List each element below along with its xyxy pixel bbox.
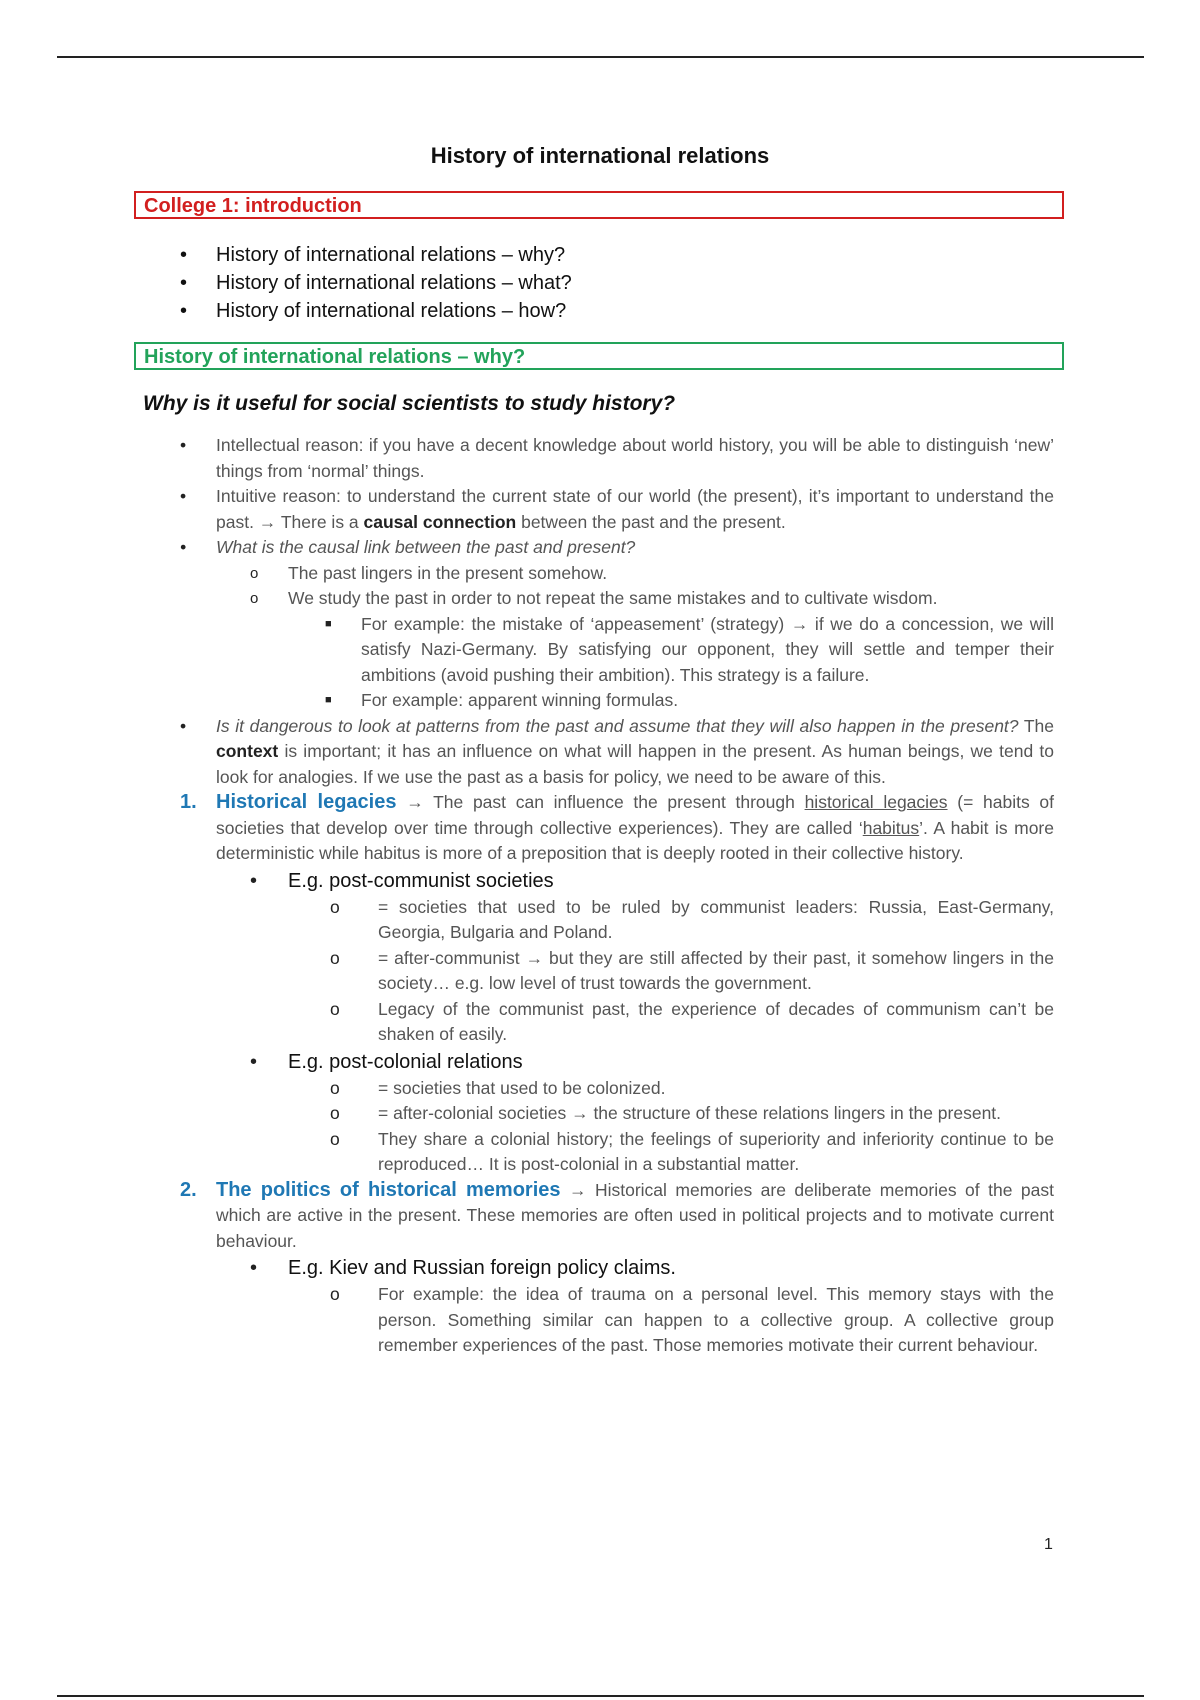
footer-rule (57, 1695, 1144, 1697)
intro-list (180, 241, 980, 325)
underlined-term: habitus (862, 817, 920, 838)
list-item: o = after-communist → but they are still affected by their past, it somehow lingers in the society… e.g. low level of trust towards the government. (330, 947, 1054, 993)
circle-bullet-icon: o (330, 998, 340, 1019)
circle-bullet-icon: o (330, 1077, 340, 1098)
bullet-icon: • (250, 869, 258, 892)
bullet-icon: • (250, 1257, 258, 1279)
document-body (0, 433, 1200, 1359)
list-item: • History of international relations – why? (180, 241, 980, 269)
sub-bullet-study: o We study the past in order to not repeat the same mistakes and to cultivate wisdom. (288, 586, 1054, 612)
section-heading-college-1: College 1: introduction (134, 191, 1064, 219)
bullet-icon: • (180, 300, 188, 322)
numbered-point-historical-memories: 2. The politics of historical memories → Historical memories are deliberate memories of the past which are active in the present. These memories are often used in political projects and to motivate current behaviour. (180, 1178, 1054, 1251)
underlined-term: historical legacies (804, 792, 948, 812)
circle-bullet-icon: o (250, 564, 259, 582)
sub-bullet-lingers: o The past lingers in the present somehow. (288, 561, 1054, 587)
bullet-danger-question: • Is it dangerous to look at patterns from the past and assume that they will also happen in the present? The context is important; it has an influence on what will happen in the present. As human beings, we tend to look for analogies. If we use the past as a basis for policy, we need to be aware of this. (180, 715, 1054, 787)
bullet-icon: • (180, 486, 187, 506)
list-item: o = societies that used to be ruled by communist leaders: Russia, East-Germany, Georgia, Bulgaria and Poland. (330, 896, 1054, 942)
square-bullet-icon: ■ (325, 694, 332, 706)
square-bullet-example-formulas: ■ For example: apparent winning formulas. (361, 688, 1054, 714)
circle-bullet-icon: o (330, 896, 340, 917)
example-post-colonial: • E.g. post-colonial relations (288, 1048, 1054, 1076)
bullet-icon: • (250, 1050, 258, 1073)
bullet-icon: • (180, 715, 187, 736)
square-bullet-icon: ■ (325, 617, 332, 630)
list-item: • History of international relations – what? (180, 269, 980, 297)
circle-bullet-icon: o (330, 1284, 340, 1304)
example-post-communist: • E.g. post-communist societies (288, 867, 1054, 895)
section-heading-why: History of international relations – why? (134, 342, 1064, 370)
bullet-causal-question: • What is the causal link between the past and present? (216, 535, 1054, 561)
list-item: o For example: the idea of trauma on a personal level. This memory stays with the person. Something similar can happen to a collective group. A collective group remember experiences of the past. Those memories motivate their current behaviour. (330, 1284, 1054, 1355)
list-item: o = societies that used to be colonized. (378, 1076, 1054, 1102)
bullet-icon: • (180, 272, 188, 294)
circle-bullet-icon: o (330, 1103, 340, 1123)
document-title: History of international relations (430, 143, 770, 168)
point-heading: Historical legacies (216, 791, 397, 813)
bullet-intuitive-reason: • Intuitive reason: to understand the current state of our world (the present), it’s important to understand the past. → There is a causal connection between the past and the present. (180, 486, 1054, 532)
square-bullet-example-appeasement: ■ For example: the mistake of ‘appeasement’ (strategy) → if we do a concession, we will satisfy Nazi-Germany. By satisfying our opponent, they will settle and temper their ambitions (avoid pushing their ambition). This strategy is a failure. (325, 613, 1054, 685)
numbered-point-historical-legacies: 1. Historical legacies → The past can influence the present through historical legacies (= habits of societies that develop over time through collective experiences). They are called ‘habitus’. A habit is more deterministic while habitus is more of a preposition that is deeply rooted in their collective history. (180, 791, 1054, 863)
bullet-icon: • (180, 244, 188, 266)
point-heading: The politics of historical memories (216, 1178, 561, 1201)
list-item: o Legacy of the communist past, the experience of decades of communism can’t be shaken of easily. (330, 998, 1054, 1044)
bullet-icon: • (180, 537, 187, 557)
list-item: o They share a colonial history; the feelings of superiority and inferiority continue to be reproduced… It is post-colonial in a substantial matter. (330, 1128, 1054, 1174)
bullet-intellectual-reason: • Intellectual reason: if you have a decent knowledge about world history, you will be able to distinguish ‘new’ things from ‘normal’ things. (180, 435, 1054, 481)
list-number: 2. (180, 1178, 197, 1201)
question-heading: Why is it useful for social scientists to study history? (143, 392, 676, 415)
circle-bullet-icon: o (330, 1128, 340, 1149)
page-number: 1 (1044, 1536, 1053, 1553)
example-kiev-russia: • E.g. Kiev and Russian foreign policy claims. (288, 1254, 1054, 1282)
header-rule (57, 56, 1144, 58)
list-item: o = after-colonial societies → the structure of these relations lingers in the present. (378, 1101, 1054, 1127)
circle-bullet-icon: o (330, 947, 340, 968)
circle-bullet-icon: o (250, 590, 259, 607)
bullet-icon: • (180, 435, 187, 455)
list-number: 1. (180, 791, 197, 813)
list-item: • History of international relations – how? (180, 297, 980, 325)
